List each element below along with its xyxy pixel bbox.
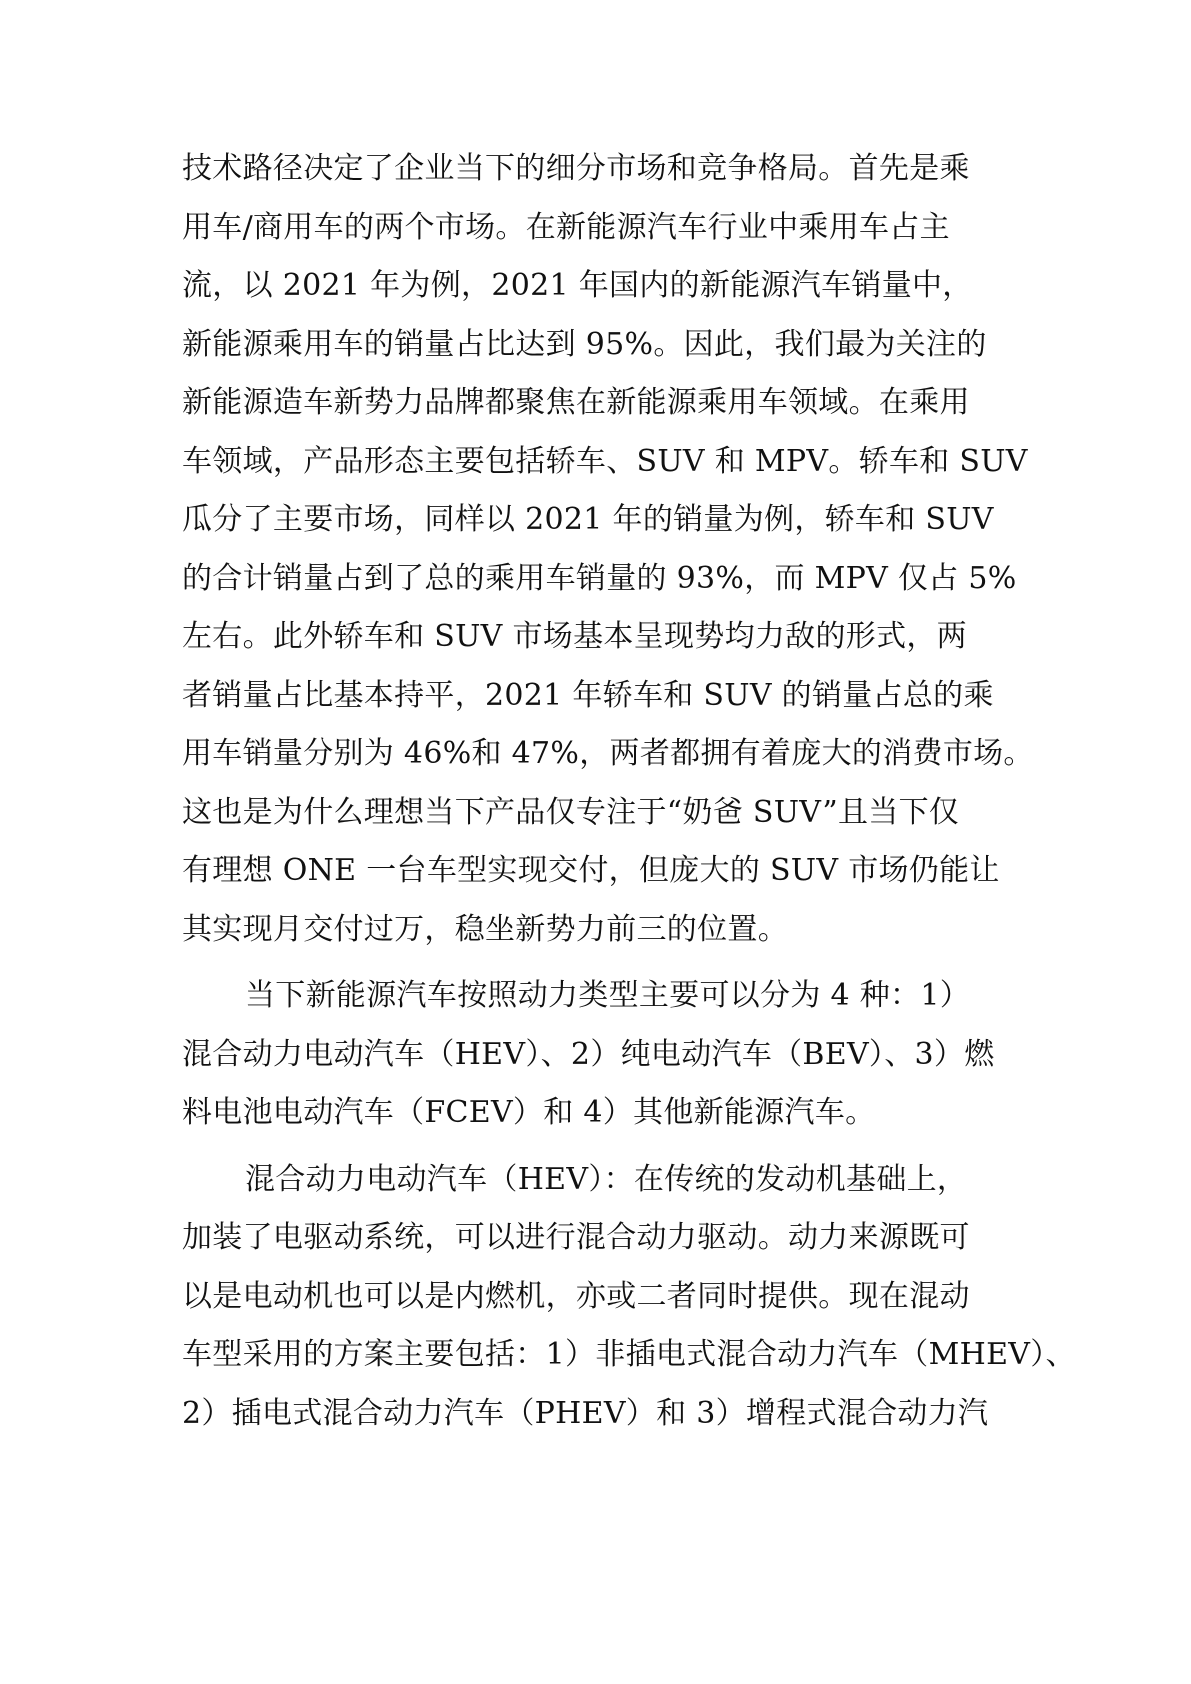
text-line: 新能源乘用车的销量占比达到 95%。因此，我们最为关注的	[182, 326, 987, 362]
text-line: 者销量占比基本持平，2021 年轿车和 SUV 的销量占总的乘	[182, 677, 994, 713]
text-line: 左右。此外轿车和 SUV 市场基本呈现势均力敌的形式，两	[182, 619, 967, 654]
text-line: 有理想 ONE 一台车型实现交付，但庞大的 SUV 市场仍能让	[182, 853, 1000, 888]
text-line: 这也是为什么理想当下产品仅专注于“奶爸 SUV”且当下仅	[182, 794, 960, 830]
paragraph-market-segments	[182, 140, 1034, 959]
text-line: 其实现月交付过万，稳坐新势力前三的位置。	[182, 911, 788, 947]
text-line: 用车/商用车的两个市场。在新能源汽车行业中乘用车占主	[182, 209, 950, 245]
text-line: 以是电动机也可以是内燃机，亦或二者同时提供。现在混动	[182, 1278, 970, 1314]
text-line: 瓜分了主要市场，同样以 2021 年的销量为例，轿车和 SUV	[182, 502, 994, 537]
text-line: 车领域，产品形态主要包括轿车、SUV 和 MPV。轿车和 SUV	[182, 443, 1028, 479]
paragraph-power-types	[182, 967, 1022, 1143]
text-line: 混合动力电动汽车（HEV）、2）纯电动汽车（BEV）、3）燃	[182, 1036, 995, 1072]
text-line: 2）插电式混合动力汽车（PHEV）和 3）增程式混合动力汽	[182, 1395, 989, 1431]
document-body	[182, 140, 1076, 1443]
text-line: 用车销量分别为 46%和 47%，两者都拥有着庞大的消费市场。	[182, 736, 1034, 771]
text-line: 流，以 2021 年为例，2021 年国内的新能源汽车销量中，	[182, 268, 973, 303]
text-line: 车型采用的方案主要包括：1）非插电式混合动力汽车（MHEV）、	[182, 1337, 1076, 1372]
text-line: 技术路径决定了企业当下的细分市场和竞争格局。首先是乘	[182, 151, 970, 186]
text-line: 的合计销量占到了总的乘用车销量的 93%，而 MPV 仅占 5%	[182, 560, 1017, 596]
text-line: 混合动力电动汽车（HEV）：在传统的发动机基础上，	[245, 1161, 968, 1197]
text-line: 当下新能源汽车按照动力类型主要可以分为 4 种：1）	[245, 978, 971, 1013]
text-line: 料电池电动汽车（FCEV）和 4）其他新能源汽车。	[182, 1095, 876, 1130]
text-line: 加装了电驱动系统，可以进行混合动力驱动。动力来源既可	[182, 1220, 970, 1255]
text-line: 新能源造车新势力品牌都聚焦在新能源乘用车领域。在乘用	[182, 385, 970, 420]
paragraph-hev	[182, 1151, 1076, 1444]
